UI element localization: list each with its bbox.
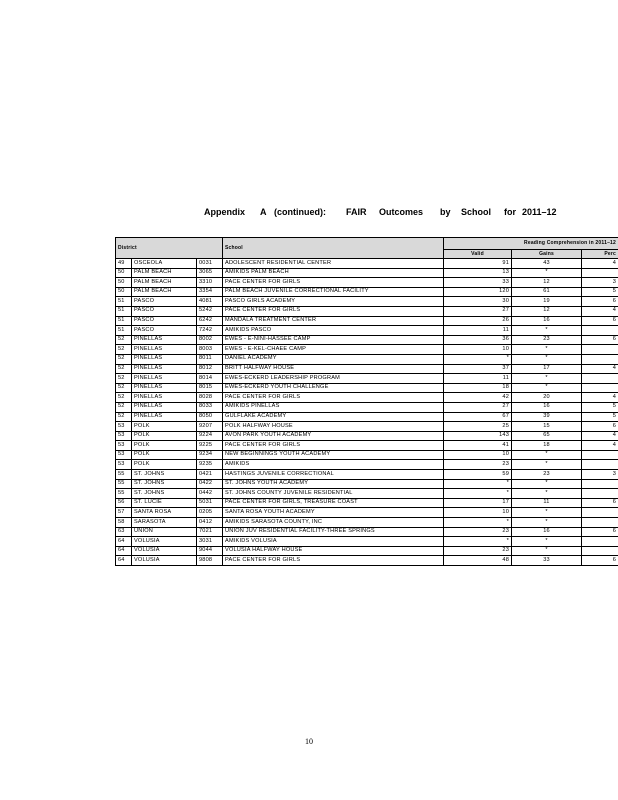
title-word: (continued): (274, 207, 326, 217)
percent-cell: 4 (582, 441, 618, 451)
table-row (116, 326, 618, 336)
school-name-cell: ST. JOHNS COUNTY JUVENILE RESIDENTIAL (223, 489, 444, 499)
school-name-cell: SANTA ROSA YOUTH ACADEMY (223, 508, 444, 518)
district-name-cell: POLK (132, 460, 197, 470)
gains-cell: 16 (512, 402, 582, 412)
school-code-cell: 9224 (197, 431, 223, 441)
valid-cell: * (444, 354, 512, 364)
percent-cell: 6 (582, 335, 618, 345)
gains-cell: 43 (512, 259, 582, 269)
district-name-cell: PINELLAS (132, 412, 197, 422)
valid-cell: 13 (444, 268, 512, 278)
gains-cell: 39 (512, 412, 582, 422)
school-name-cell: AMIKIDS PINELLAS (223, 402, 444, 412)
valid-cell: 11 (444, 374, 512, 384)
valid-cell: 27 (444, 402, 512, 412)
table-row (116, 374, 618, 384)
percent-cell: 4 (582, 306, 618, 316)
table-row (116, 537, 618, 547)
valid-cell: 11 (444, 326, 512, 336)
school-code-cell: 0205 (197, 508, 223, 518)
percent-cell: 5 (582, 412, 618, 422)
valid-cell: 41 (444, 441, 512, 451)
school-code-cell: 5242 (197, 306, 223, 316)
percent-cell (582, 489, 618, 499)
district-name-cell: UNION (132, 527, 197, 537)
table-row (116, 479, 618, 489)
district-name-cell: POLK (132, 450, 197, 460)
valid-cell: 17 (444, 498, 512, 508)
percent-cell: 4 (582, 364, 618, 374)
district-name-cell: ST. LUCIE (132, 498, 197, 508)
table-row (116, 431, 618, 441)
percent-cell: 6 (582, 527, 618, 537)
table-row (116, 498, 618, 508)
gains-cell: 19 (512, 297, 582, 307)
percent-cell: 6 (582, 556, 618, 566)
district-cell: 53 (116, 431, 132, 441)
table-row (116, 412, 618, 422)
district-cell: 64 (116, 537, 132, 547)
title-word: FAIR (346, 207, 367, 217)
percent-cell (582, 345, 618, 355)
school-name-cell: ST. JOHNS YOUTH ACADEMY (223, 479, 444, 489)
valid-cell: 48 (444, 556, 512, 566)
title-word: for (504, 207, 516, 217)
school-name-cell: AMIKIDS PALM BEACH (223, 268, 444, 278)
valid-cell: 33 (444, 278, 512, 288)
school-code-cell: 8003 (197, 345, 223, 355)
district-cell: 63 (116, 527, 132, 537)
table-row (116, 316, 618, 326)
percent-cell: 6 (582, 498, 618, 508)
district-cell: 53 (116, 441, 132, 451)
district-name-cell: PINELLAS (132, 345, 197, 355)
table-row (116, 364, 618, 374)
gains-cell: * (512, 450, 582, 460)
school-code-cell: 3065 (197, 268, 223, 278)
school-name-cell: EWES-ECKERD YOUTH CHALLENGE (223, 383, 444, 393)
school-code-cell: 8011 (197, 354, 223, 364)
gains-cell: * (512, 354, 582, 364)
gains-cell: 33 (512, 556, 582, 566)
valid-cell: * (444, 537, 512, 547)
title-word: A (260, 207, 267, 217)
district-cell: 52 (116, 412, 132, 422)
district-cell: 55 (116, 479, 132, 489)
district-name-cell: PINELLAS (132, 383, 197, 393)
school-code-cell: 9808 (197, 556, 223, 566)
district-cell: 58 (116, 518, 132, 528)
valid-cell: 23 (444, 460, 512, 470)
percent-cell: 4 (582, 259, 618, 269)
valid-cell: 120 (444, 287, 512, 297)
school-code-cell: 8012 (197, 364, 223, 374)
table-row (116, 450, 618, 460)
school-code-cell: 3031 (197, 537, 223, 547)
school-name-cell: HASTINGS JUVENILE CORRECTIONAL (223, 470, 444, 480)
district-cell: 53 (116, 422, 132, 432)
table-row (116, 393, 618, 403)
percent-cell (582, 326, 618, 336)
table-row (116, 546, 618, 556)
school-code-cell: 4081 (197, 297, 223, 307)
school-code-cell: 9235 (197, 460, 223, 470)
school-name-cell: AMIKIDS (223, 460, 444, 470)
school-code-cell: 0031 (197, 259, 223, 269)
district-cell: 52 (116, 383, 132, 393)
table-row (116, 335, 618, 345)
valid-cell: 143 (444, 431, 512, 441)
school-name-cell: PASCO GIRLS ACADEMY (223, 297, 444, 307)
percent-cell: 3 (582, 470, 618, 480)
gains-cell: * (512, 537, 582, 547)
percent-cell (582, 537, 618, 547)
table-row (116, 287, 618, 297)
gains-cell: 17 (512, 364, 582, 374)
valid-cell: 67 (444, 412, 512, 422)
gains-cell: 23 (512, 335, 582, 345)
gains-cell: * (512, 374, 582, 384)
school-code-cell: 8050 (197, 412, 223, 422)
gains-cell: * (512, 345, 582, 355)
district-cell: 50 (116, 287, 132, 297)
school-name-cell: EWES-ECKERD LEADERSHIP PROGRAM (223, 374, 444, 384)
table-row (116, 460, 618, 470)
table-row (116, 345, 618, 355)
school-code-cell: 9207 (197, 422, 223, 432)
school-name-cell: ADOLESCENT RESIDENTIAL CENTER (223, 259, 444, 269)
table-row (116, 402, 618, 412)
percent-cell (582, 374, 618, 384)
valid-cell: 91 (444, 259, 512, 269)
school-name-cell: AMIKIDS VOLUSIA (223, 537, 444, 547)
school-code-cell: 7242 (197, 326, 223, 336)
district-cell: 52 (116, 364, 132, 374)
valid-cell: 10 (444, 450, 512, 460)
school-code-cell: 8028 (197, 393, 223, 403)
school-name-cell: POLK HALFWAY HOUSE (223, 422, 444, 432)
title-word: Outcomes (379, 207, 424, 217)
table-row (116, 489, 618, 499)
gains-cell: * (512, 508, 582, 518)
table-row (116, 422, 618, 432)
gains-cell: * (512, 479, 582, 489)
school-name-cell: PACE CENTER FOR GIRLS (223, 556, 444, 566)
gains-cell: 23 (512, 470, 582, 480)
page-title (0, 207, 618, 221)
valid-cell: 23 (444, 546, 512, 556)
school-name-cell: EWES - E-NINI-HASSEE CAMP (223, 335, 444, 345)
percent-header: Perc (582, 250, 618, 259)
school-name-cell: AVON PARK YOUTH ACADEMY (223, 431, 444, 441)
school-name-cell: UNION JUV RESIDENTIAL FACILITY-THREE SPRINGS (223, 527, 444, 537)
district-cell: 56 (116, 498, 132, 508)
percent-cell (582, 383, 618, 393)
school-code-cell: 9234 (197, 450, 223, 460)
gains-cell: 18 (512, 441, 582, 451)
school-name-cell: GULFLAKE ACADEMY (223, 412, 444, 422)
title-word: School (461, 207, 492, 217)
gains-cell: 12 (512, 306, 582, 316)
district-cell: 52 (116, 402, 132, 412)
gains-cell: * (512, 326, 582, 336)
school-name-cell: PALM BEACH JUVENILE CORRECTIONAL FACILITY (223, 287, 444, 297)
district-cell: 52 (116, 345, 132, 355)
school-name-cell: EWES - E-KEL-CHAEE CAMP (223, 345, 444, 355)
school-name-cell: NEW BEGINNINGS YOUTH ACADEMY (223, 450, 444, 460)
district-name-cell: PINELLAS (132, 402, 197, 412)
district-name-cell: SANTA ROSA (132, 508, 197, 518)
percent-cell (582, 460, 618, 470)
school-name-cell: PACE CENTER FOR GIRLS, TREASURE COAST (223, 498, 444, 508)
table-row (116, 354, 618, 364)
district-name-cell: PALM BEACH (132, 287, 197, 297)
district-name-cell: PASCO (132, 316, 197, 326)
school-code-cell: 8033 (197, 402, 223, 412)
school-name-cell: PACE CENTER FOR GIRLS (223, 306, 444, 316)
school-name-cell: VOLUSIA HALFWAY HOUSE (223, 546, 444, 556)
district-name-cell: PINELLAS (132, 364, 197, 374)
gains-cell: 16 (512, 316, 582, 326)
district-cell: 52 (116, 393, 132, 403)
school-code-cell: 6242 (197, 316, 223, 326)
gains-cell: 65 (512, 431, 582, 441)
school-name-cell: AMIKIDS PASCO (223, 326, 444, 336)
valid-cell: 10 (444, 508, 512, 518)
school-code-cell: 9225 (197, 441, 223, 451)
district-name-cell: POLK (132, 441, 197, 451)
school-name-cell: DANIEL ACADEMY (223, 354, 444, 364)
valid-cell: 18 (444, 383, 512, 393)
reading-comprehension-header: Reading Comprehension in 2011–12 (444, 238, 618, 250)
percent-cell: 4 (582, 393, 618, 403)
district-name-cell: PASCO (132, 306, 197, 316)
school-code-cell: 3310 (197, 278, 223, 288)
percent-cell: 6 (582, 316, 618, 326)
district-name-cell: PALM BEACH (132, 278, 197, 288)
gains-cell: * (512, 268, 582, 278)
district-cell: 50 (116, 268, 132, 278)
district-cell: 55 (116, 489, 132, 499)
valid-cell: * (444, 518, 512, 528)
percent-cell: 4 (582, 431, 618, 441)
district-cell: 51 (116, 326, 132, 336)
table-row (116, 297, 618, 307)
school-name-cell: BRITT HALFWAY HOUSE (223, 364, 444, 374)
table-row (116, 518, 618, 528)
percent-cell (582, 508, 618, 518)
valid-cell: * (444, 489, 512, 499)
school-code-cell: 3354 (197, 287, 223, 297)
school-code-cell: 5031 (197, 498, 223, 508)
district-name-cell: SARASOTA (132, 518, 197, 528)
district-name-cell: ST. JOHNS (132, 479, 197, 489)
district-name-cell: PASCO (132, 297, 197, 307)
valid-cell: 59 (444, 470, 512, 480)
district-name-cell: VOLUSIA (132, 546, 197, 556)
valid-cell: 27 (444, 306, 512, 316)
district-name-cell: VOLUSIA (132, 556, 197, 566)
school-name-cell: AMIKIDS SARASOTA COUNTY, INC (223, 518, 444, 528)
valid-cell: * (444, 479, 512, 489)
gains-header: Gains (512, 250, 582, 259)
table-row (116, 306, 618, 316)
table-row (116, 527, 618, 537)
school-name-cell: PACE CENTER FOR GIRLS (223, 441, 444, 451)
valid-header: Valid (444, 250, 512, 259)
header-row (116, 238, 618, 250)
gains-cell: 16 (512, 527, 582, 537)
table-row (116, 259, 618, 269)
valid-cell: 37 (444, 364, 512, 374)
school-code-cell: 0442 (197, 489, 223, 499)
gains-cell: * (512, 489, 582, 499)
district-cell: 64 (116, 546, 132, 556)
school-code-cell: 9044 (197, 546, 223, 556)
percent-cell: 6 (582, 422, 618, 432)
school-name-cell: PACE CENTER FOR GIRLS (223, 393, 444, 403)
district-cell: 52 (116, 374, 132, 384)
district-cell: 55 (116, 470, 132, 480)
district-cell: 57 (116, 508, 132, 518)
percent-cell: 3 (582, 278, 618, 288)
valid-cell: 42 (444, 393, 512, 403)
table-row (116, 278, 618, 288)
table-row (116, 268, 618, 278)
school-header: School (223, 238, 444, 259)
school-code-cell: 0421 (197, 470, 223, 480)
district-cell: 51 (116, 297, 132, 307)
valid-cell: 26 (444, 316, 512, 326)
gains-cell: * (512, 518, 582, 528)
school-code-cell: 7021 (197, 527, 223, 537)
district-name-cell: PINELLAS (132, 354, 197, 364)
school-code-cell: 8014 (197, 374, 223, 384)
district-name-cell: PASCO (132, 326, 197, 336)
district-name-cell: VOLUSIA (132, 537, 197, 547)
percent-cell (582, 518, 618, 528)
valid-cell: 30 (444, 297, 512, 307)
district-name-cell: POLK (132, 422, 197, 432)
district-name-cell: PALM BEACH (132, 268, 197, 278)
school-code-cell: 8015 (197, 383, 223, 393)
percent-cell (582, 268, 618, 278)
district-name-cell: PINELLAS (132, 393, 197, 403)
school-code-cell: 0422 (197, 479, 223, 489)
valid-cell: 36 (444, 335, 512, 345)
district-cell: 52 (116, 354, 132, 364)
district-name-cell: ST. JOHNS (132, 489, 197, 499)
gains-cell: 61 (512, 287, 582, 297)
table-row (116, 556, 618, 566)
table-row (116, 508, 618, 518)
percent-cell: 6 (582, 297, 618, 307)
title-word: 2011–12 (522, 207, 557, 217)
valid-cell: 10 (444, 345, 512, 355)
table-body (116, 259, 618, 566)
valid-cell: 25 (444, 422, 512, 432)
gains-cell: * (512, 383, 582, 393)
school-name-cell: MANDALA TREATMENT CENTER (223, 316, 444, 326)
gains-cell: * (512, 460, 582, 470)
district-cell: 53 (116, 450, 132, 460)
gains-cell: 20 (512, 393, 582, 403)
school-name-cell: PACE CENTER FOR GIRLS (223, 278, 444, 288)
percent-cell (582, 450, 618, 460)
district-name-cell: PINELLAS (132, 335, 197, 345)
valid-cell: 23 (444, 527, 512, 537)
table-row (116, 383, 618, 393)
district-name-cell: OSCEOLA (132, 259, 197, 269)
page-number: 10 (305, 737, 313, 746)
percent-cell: 5 (582, 402, 618, 412)
table-row (116, 470, 618, 480)
gains-cell: 12 (512, 278, 582, 288)
district-cell: 51 (116, 306, 132, 316)
gains-cell: 11 (512, 498, 582, 508)
title-word: Appendix (204, 207, 246, 217)
district-name-cell: POLK (132, 431, 197, 441)
gains-cell: 15 (512, 422, 582, 432)
percent-cell (582, 479, 618, 489)
table-row (116, 441, 618, 451)
district-name-cell: PINELLAS (132, 374, 197, 384)
district-cell: 53 (116, 460, 132, 470)
outcomes-table (115, 237, 618, 566)
title-word: by (440, 207, 451, 217)
district-cell: 52 (116, 335, 132, 345)
school-code-cell: 8002 (197, 335, 223, 345)
percent-cell (582, 354, 618, 364)
school-code-cell: 0412 (197, 518, 223, 528)
district-cell: 49 (116, 259, 132, 269)
district-cell: 51 (116, 316, 132, 326)
district-name-cell: ST. JOHNS (132, 470, 197, 480)
percent-cell (582, 546, 618, 556)
district-cell: 50 (116, 278, 132, 288)
district-cell: 64 (116, 556, 132, 566)
percent-cell: 5 (582, 287, 618, 297)
district-header: District (116, 238, 223, 259)
gains-cell: * (512, 546, 582, 556)
